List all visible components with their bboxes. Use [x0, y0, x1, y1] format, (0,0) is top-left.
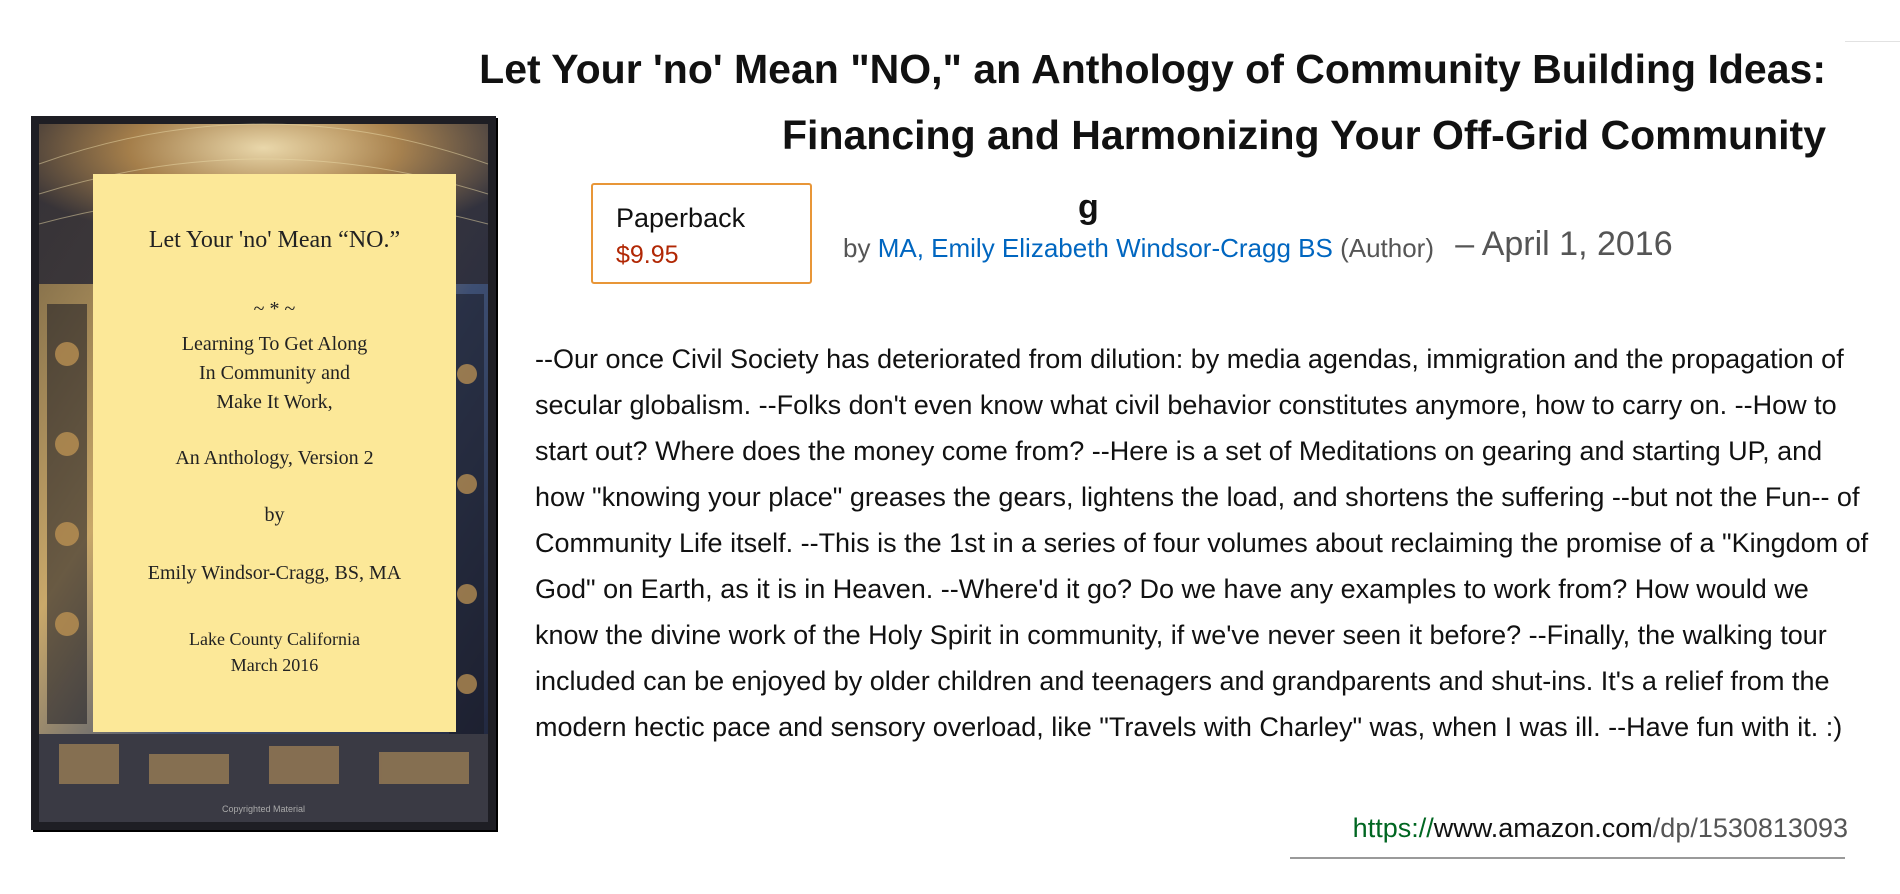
cover-author: Emily Windsor-Cragg, BS, MA	[147, 562, 402, 584]
cover-place-date: Lake County California March 2016	[189, 629, 360, 675]
product-title-line-2: Financing and Harmonizing Your Off-Grid Community	[782, 112, 1826, 158]
author-role: (Author)	[1340, 233, 1434, 263]
format-name: Paperback	[616, 203, 746, 233]
cover-anthology-label: An Anthology, Version 2	[175, 447, 374, 469]
product-title-line-1: Let Your 'no' Mean "NO," an Anthology of Community Building Ideas:	[479, 46, 1826, 92]
url-host: www.amazon.com	[1433, 813, 1653, 843]
title-divider	[1845, 41, 1900, 42]
byline-prefix: by	[843, 233, 871, 263]
url-path: /dp/1530813093	[1652, 813, 1848, 843]
format-option-paperback[interactable]	[591, 183, 812, 284]
byline	[843, 227, 1673, 266]
product-title	[326, 36, 1826, 168]
format-price: $9.95	[616, 241, 679, 269]
cover-title: Let Your 'no' Mean “NO.”	[148, 227, 401, 253]
book-cover-image[interactable]	[31, 116, 496, 830]
cover-separator: ~ * ~	[253, 298, 296, 320]
author-link[interactable]: MA, Emily Elizabeth Windsor-Cragg BS	[877, 233, 1333, 263]
book-description: --Our once Civil Society has deteriorated from dilution: by media agendas, immigration and the propagation of secular globalism. --Folks don't even know what civil behavior constitutes anymore, how to carry on. --How to start out? Where does the money come from? --Here is a set of Meditations on gearing and starting UP, and how "knowing your place" greases the gears, lightens the load, and shortens the suffering --but not the Fun-- of Community Life itself. --This is the 1st in a series of four volumes about reclaiming the promise of a "Kingdom of God" on Earth, as it is in Heaven. --Where'd it go? Do we have any examples to work from? How would we know the divine work of the Holy Spirit in community, if we've never seen it before? --Finally, the walking tour included can be enjoyed by older children and teenagers and grandparents and shut-ins. It's a relief from the modern hectic pace and sensory overload, like "Travels with Charley" was, when I was ill. --Have fun with it. :)	[535, 344, 1869, 742]
clipped-title-fragment: g	[1078, 188, 1099, 226]
cover-subtitle: Learning To Get Along In Community and Make It Work,	[181, 333, 368, 413]
cover-watermark: Copyrighted Material	[221, 804, 306, 814]
url-underline	[1290, 857, 1845, 859]
product-url[interactable]	[1353, 813, 1848, 844]
publication-date: – April 1, 2016	[1455, 225, 1673, 263]
url-scheme: https://	[1352, 813, 1434, 843]
cover-by: by	[264, 504, 285, 526]
cover-title-panel	[93, 174, 456, 732]
